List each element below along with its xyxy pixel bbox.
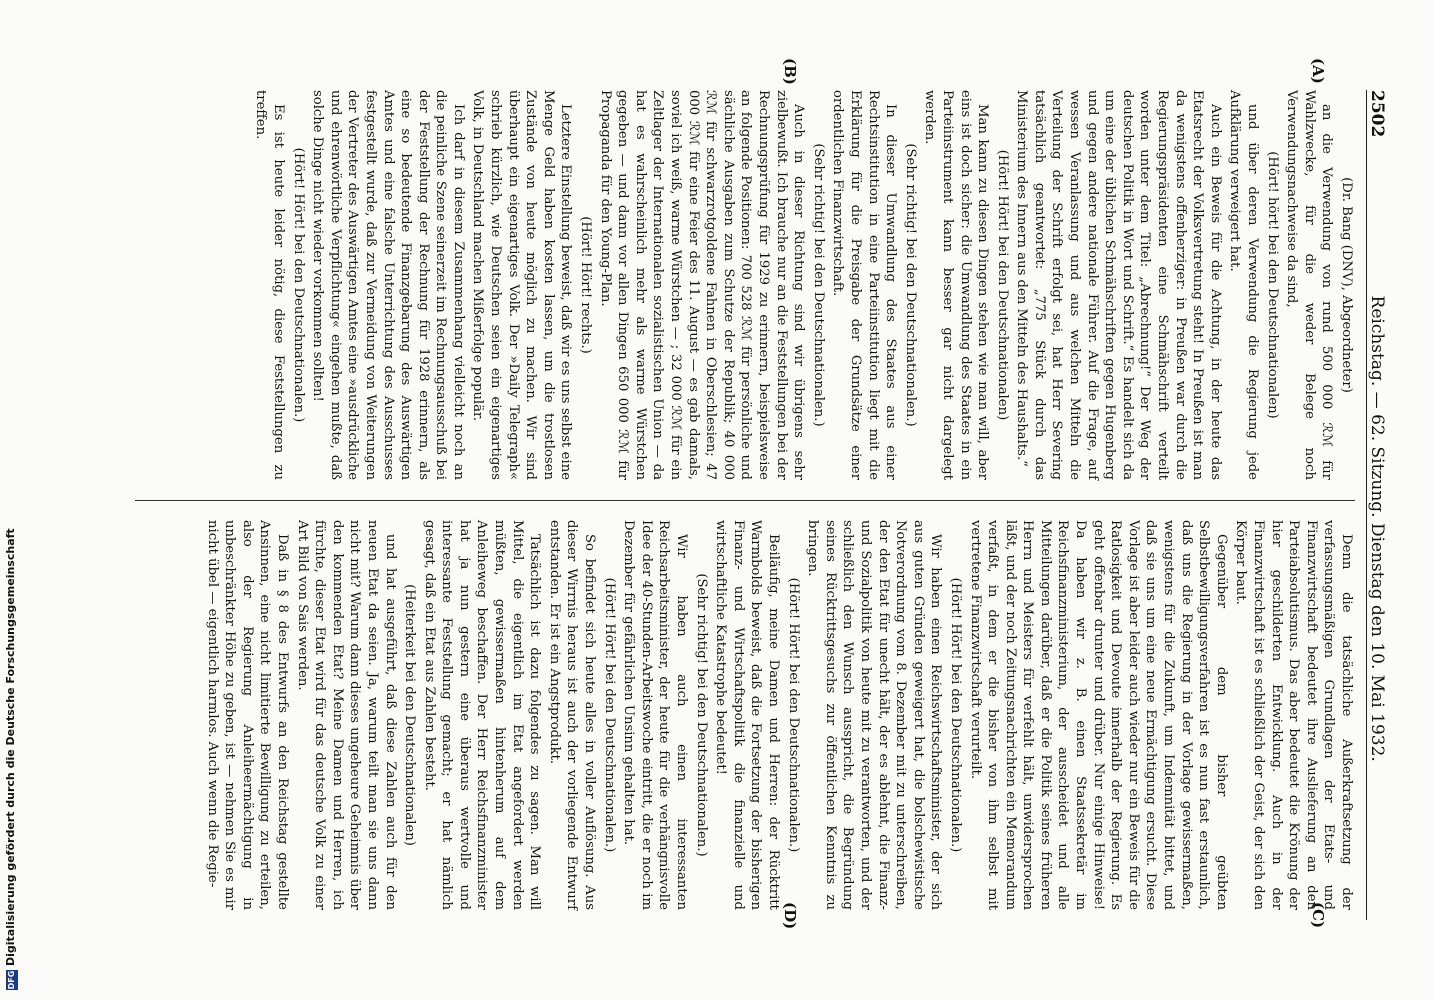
paragraph: und über deren Verwendung die Regierung jede Aufklärung verweigert hat. — [1227, 90, 1261, 480]
interjection: (Hört! Hört! bei den Deutschnationalen.) — [947, 577, 963, 853]
paragraph: Wir haben einen Reichswirtschaftsminister, der sich aus guten Gründen geweigert hat, die bolschewistische Notverordnung vom 8. Dezember mit zu unterschreiben, der den Etat für unecht hält, der es ablehnt, die Finanz- und Sozialpolitik von heute mit zu verantworten, und der schließlich den Wunsch ausspricht, die Begründung seines Rücktrittsgesuchs zur öffentlichen Kenntnis zu bringen. — [805, 520, 944, 910]
paragraph: Ich darf in diesem Zusammenhang vielleicht noch an die peinliche Szene seinerzeit im Rechnungsausschuß bei der Feststellung der Rechnung für 1928 erinnern, als eine so bedeutende Finanzgebarung des Auswärtigen Amtes und eine falsche Unterrichtung des Ausschusses festgestellt wurde, daß zur Vermeidung von Weiterungen der Vertreter des Auswärtigen Amtes eine »ausdrückliche und ehrenwörtliche Verpflichtung« eingehen mußte, daß solche Dinge nicht wieder vorkommen sollten! — [310, 90, 466, 480]
page-number: 2502 — [1367, 90, 1387, 138]
paragraph: Gegenüber dem bisher geübten Selbstbewilligungsverfahren ist es nun fast erstaunlich, daß uns die Regierung in der Vorlage gewissermaßen, wenigstens für die Zukunft, um Indemnität bittet, und daß sie uns um eine neue Ermächtigung ersucht. Diese Vorlage ist aber leider auch wieder nur ein Beweis für die Ratlosigkeit und Devoute innerhalb der Regierung. Es geht offenbar drunter und drüber. Nur einige Hinweise! Da haben wir z. B. einen Staatssekretär im Reichsfinanzministerium, der ausscheidet und alle Mitteilungen darüber, daß er die Politik seines früheren Herrn und Meisters für verfehlt hält, unwidersprochen läßt, und der noch Zeitungsnachrichten ein Memorandum verfaßt, in dem er die bisher von ihm selbst mit vertretene Finanzwirtschaft verurteilt. — [967, 520, 1229, 910]
paragraph: Letztere Einstellung beweist, daß wir es uns selbst eine Menge Geld haben kosten lassen, um die trostlosen Zustände von heute möglich zu machen. Wir sind überhaupt ein eigenartiges Volk. Der »Daily Telegraph« schrieb kürzlich, wie Deutschen seien ein eigenartiges Volk, in Deutschland machen Mißerfolge populär. — [470, 90, 574, 480]
paragraph: Auch in dieser Richtung sind wir übrigens sehr zielbewußt. Ich brauche nur an die Feststellungen bei der Rechnungsprüfung für 1929 zu erinnern, beispielsweise an folgende Positionen: 700 528 ℛℳ für persönliche und sächliche Ausgaben zum Schutze der Republik; 40 000 ℛℳ für schwarzrotgoldene Fahnen in Oberschlesien; 47 000 ℛℳ für eine Feier des 11. August — es gab damals, soviel ich weiß, warme Würstchen — ; 32 000 ℛℳ für ein Zeltlager der Internationalen sozialistischen Union — da hat es wahrscheinlich mehr als warme Würstchen gegeben — und dann vor allen Dingen 650 000 ℛℳ für Propaganda für den Young-Plan. — [597, 90, 807, 480]
margin-marker-a: (A) — [1309, 58, 1327, 84]
footer-line — [4, 528, 18, 990]
margin-marker-d: (D) — [781, 902, 799, 930]
rotated-page-content — [115, 58, 1395, 930]
paragraph: Beiläufig, meine Damen und Herren: der Rücktritt Warmbolds beweist, daß die Fortsetzung der bisherigen Finanz- und Wirtschaftspolitik die finanzielle und wirtschaftliche Katastrophe bedeutet! — [713, 520, 781, 910]
interjection: (Hört! Hört! rechts.) — [578, 216, 594, 354]
interjection: (Hört! Hört! bei den Deutschnationalen.) — [601, 577, 617, 853]
paragraph: Denn die tatsächliche Außerkraftsetzung der verfassungsmäßigen Grundlagen der Etats- und Finanzwirtschaft bedeutet ihre Auslieferung an den Parteiabsolutismus. Das aber bedeutet die Krönung der hier geschilderten Entwicklung. Auch in der Finanzwirtschaft ist es schließlich der Geist, der sich den Körper baut. — [1233, 520, 1354, 910]
interjection: (Heiterkeit bei den Deutschnationalen) — [402, 584, 418, 846]
paragraph: In dieser Umwandlung des Staates aus einer Rechtsinstitution in eine Parteiinstitution liegt mit die Erklärung für die Preisgabe der Grundsätze einer ordentlichen Finanzwirtschaft. — [830, 90, 899, 480]
margin-marker-b: (B) — [781, 58, 799, 85]
paragraph: Auch ein Beweis für die Achtung, in der heute das Etatsrecht der Volksvertretung steht! In Preußen ist man da wenigstens offenherziger: in Preußen war durch die Regierungspräsidenten eine Schmähschrift verteilt worden unter dem Titel: „Abrechnung!“ Der Weg der deutschen Politik in Wort und Schrift.“ Es handelt sich da um eine der üblichen Schmähschriften gegen Hugenberg und gegen andere nationale Führer. Auf die Frage, auf wessen Veranlassung und aus welchen Mitteln die Verteilung der Schrift erfolgt sei, hat Herr Severing tatsächlich geantwortet: „775 Stück durch das Ministerium des Innern aus den Mitteln des Haushalts.“ — [1014, 90, 1223, 480]
interjection: (Sehr richtig! bei den Deutschnationalen.) — [902, 143, 918, 427]
paragraph: Man kann zu diesen Dingen stehen wie man will, aber eins ist doch sicher: die Umwandlung des Staates in ein Parteiinstrument kann besser gar nicht dargelegt werden. — [922, 90, 991, 480]
paragraph: So befindet sich heute alles in voller Auflösung. Aus dieser Wirrnis heraus ist auch der vorliegende Entwurf entstanden. Er ist ein Angstprodukt. — [546, 520, 598, 910]
paragraph: (Dr. Bang (DNV), Abgeordneter) — [1339, 177, 1354, 393]
paragraph: Tatsächlich ist dazu folgendes zu sagen. Man will Mittel, die eigentlich im Etat angefordert werden müßten, gewissermaßen hintenherum auf dem Anleiheweg beschaffen. Der Herr Reichsfinanzminister hat ja nun gestern eine überaus wertvolle und interessante Feststellung gemacht; er hat nämlich gesagt, daß ein Etat aus Zahlen besteht. — [421, 520, 543, 910]
paragraph: Daß in § 8 des Entwurfs an den Reichstag gestellte Ansinnen, eine nicht limitierte Bewilligung zu erteilen, also der Regierung Anleiheermächtigung in unbeschränkter Höhe zu geben, ist — nehmen Sie es mir nicht übel — eigentlich harmlos. Auch wenn die Regie- — [204, 520, 290, 910]
interjection: (Hört! hört! bei den Deutschnationalen) — [1264, 151, 1280, 419]
right-column — [201, 520, 1355, 910]
paragraph: und hat ausgeführt, daß diese Zahlen auch für den neuen Etat da seien. Ja, warum teilt man sie uns dann nicht mit? Warum dann dieses ungeheure Geheimnis über den kommenden Etat? Meine Damen und Herren, ich fürchte, dieser Etat wird für das deutsche Volk zu einer Art Bild von Sais werden. — [294, 520, 398, 910]
margin-marker-c: (C) — [1309, 902, 1327, 929]
page-header — [1366, 90, 1395, 920]
interjection: (Sehr richtig! bei den Deutschnationalen.) — [810, 143, 826, 427]
paragraph: Wir haben auch einen interessanten Reichsarbeitsminister, der heute für die verhängnisvolle Idee der 40-Stunden-Arbeitswoche eintritt, die er noch im Dezember für gefährlichen Unsinn gehalten hat. — [621, 520, 690, 910]
interjection: (Hört! Hört! bei den Deutschnationalen.) — [785, 577, 801, 853]
column-divider — [135, 500, 1355, 501]
dfg-logo: DFG — [7, 970, 16, 990]
digitization-footer — [4, 528, 22, 990]
paragraph: Es ist heute leider nötig, diese Feststellungen zu treffen. — [253, 90, 286, 480]
left-column — [250, 90, 1355, 480]
interjection: (Hört! Hört! bei den Deutschnationalen) — [994, 149, 1010, 421]
interjection: (Hört! Hört! bei den Deutschnationalen.) — [290, 147, 306, 423]
page-header-title: Reichstag. — 62. Sitzung. Dienstag den 10. Mai 1932. — [1367, 295, 1387, 762]
paragraph: an die Verwendung von rund 500 000 ℛℳ für Wahlzwecke, für die weder Belege noch Verwendungsnachweise da sind, — [1284, 90, 1335, 480]
interjection: (Sehr richtig! bei den Deutschnationalen.) — [693, 573, 709, 857]
footer-text: Digitalisierung gefördert durch die Deutsche Forschungsgemeinschaft — [4, 528, 17, 966]
